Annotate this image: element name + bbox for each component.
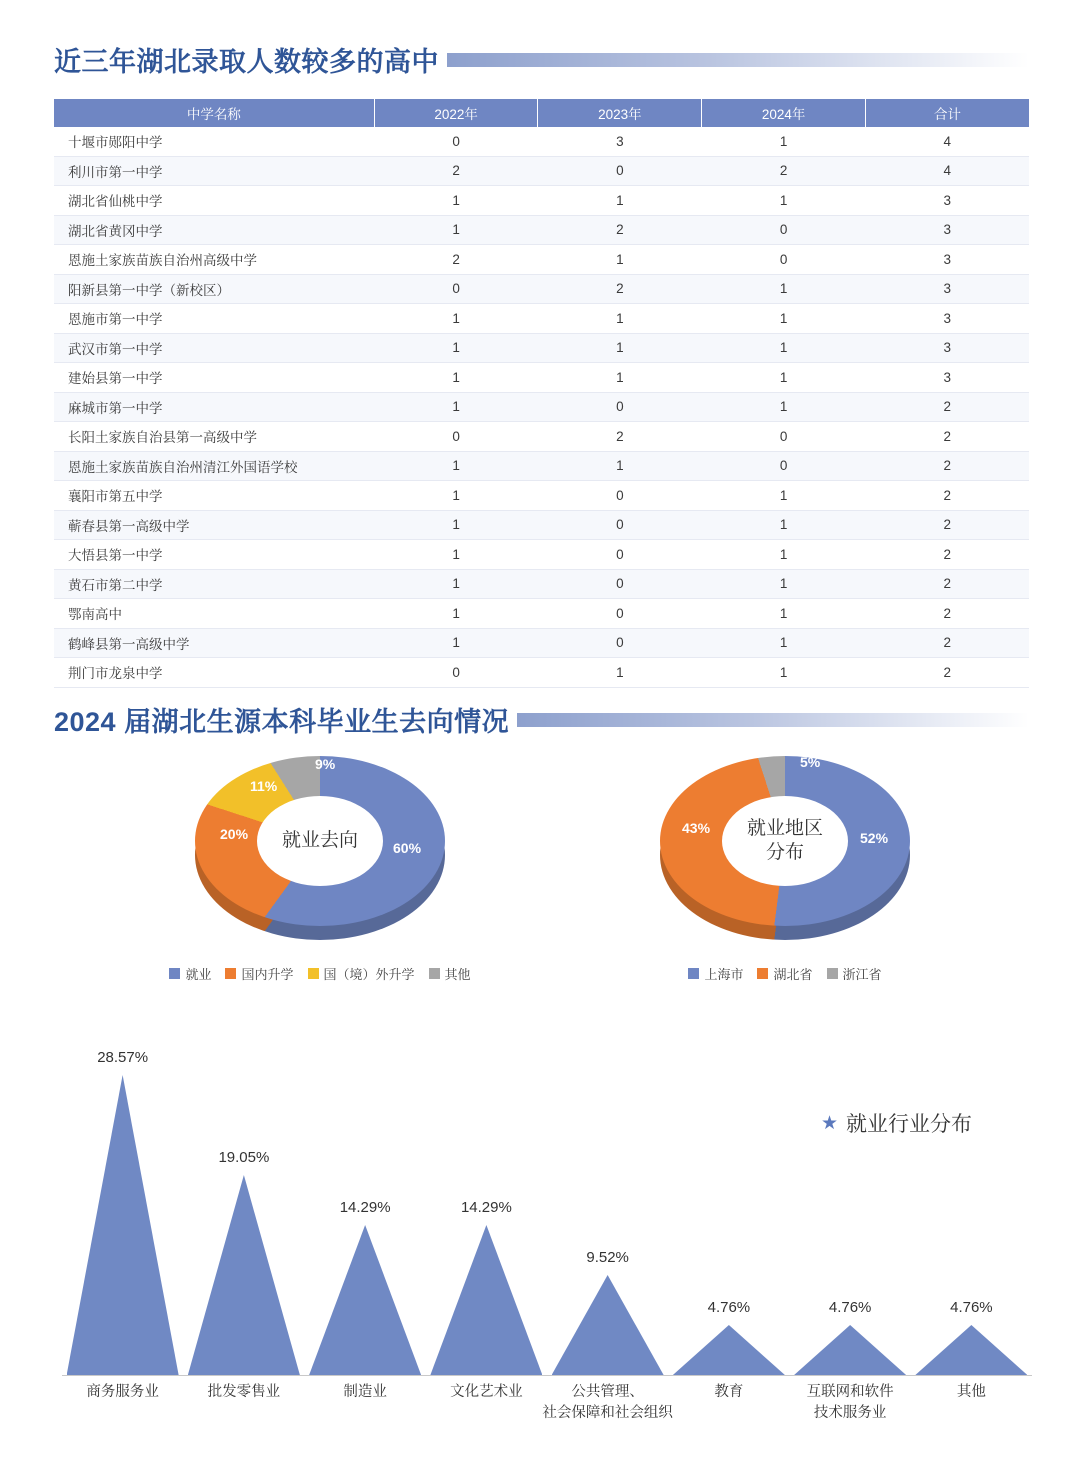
table-body [54,127,1029,687]
x-axis-label [901,1382,1042,1403]
bar-value-label: 9.52% [586,1249,629,1267]
cell-value: 1 [702,304,866,334]
col-header-2023: 2023年 [538,99,702,127]
legend-label: 浙江省 [842,967,882,982]
cell-value: 0 [538,156,702,186]
cell-value: 2 [538,422,702,452]
section-title-2: 2024 届湖北生源本科毕业生去向情况 [54,707,510,737]
x-axis-label [173,1382,314,1403]
cell-value: 1 [702,658,866,688]
cell-value: 1 [374,569,538,599]
high-school-table-wrap [54,99,1029,688]
cell-value: 1 [538,304,702,334]
cell-value: 1 [538,245,702,275]
cell-value: 3 [865,333,1029,363]
x-axis-label-line: 社会保障和社会组织 [542,1405,673,1422]
legend-swatch-icon [169,968,180,979]
cell-value: 0 [538,481,702,511]
bar-shape [552,1275,664,1375]
donut-graphic-2 [660,748,910,948]
cell-value: 0 [374,127,538,156]
cell-value: 1 [702,599,866,629]
cell-value: 1 [374,540,538,570]
cell-value: 1 [374,333,538,363]
legend-label: 湖北省 [773,967,813,982]
col-header-2022: 2022年 [374,99,538,127]
cell-value: 2 [865,540,1029,570]
bar-value-label: 14.29% [460,1198,512,1216]
cell-value: 2 [865,451,1029,481]
cell-value: 2 [865,422,1029,452]
donut-center-label-2-line1: 就业地区 [746,818,823,840]
legend-swatch-icon [688,968,699,979]
cell-value: 2 [865,510,1029,540]
cell-school-name: 湖北省仙桃中学 [54,186,374,216]
x-axis-label [780,1382,921,1424]
cell-value: 2 [865,658,1029,688]
heading-rule-2 [517,713,1029,727]
donut-slice-pct-2-0: 52% [860,830,889,846]
star-icon: ★ [820,1112,838,1134]
section-title: 近三年湖北录取人数较多的高中 [54,47,439,77]
donut-legend-1 [155,964,485,983]
cell-school-name: 蕲春县第一高级中学 [54,510,374,540]
cell-value: 3 [538,127,702,156]
cell-value: 1 [702,569,866,599]
x-axis-label [416,1382,557,1403]
table-row [54,215,1029,245]
donut-slice-pct-1-3: 9% [315,756,336,772]
bar-value-label: 28.57% [97,1049,149,1067]
industry-bar-chart [40,1020,1050,1450]
cell-value: 1 [702,333,866,363]
bar-spike [915,1299,1027,1375]
cell-value: 1 [702,392,866,422]
table-row [54,304,1029,334]
legend-label: 就业 [185,967,212,982]
bar-chart-title-text: 就业行业分布 [846,1113,972,1136]
cell-value: 1 [538,363,702,393]
donut-center-label-2 [722,796,848,886]
cell-value: 2 [865,392,1029,422]
x-axis-label [537,1382,678,1424]
cell-value: 3 [865,215,1029,245]
col-header-total: 合计 [865,99,1029,127]
bar-shape [309,1225,421,1375]
cell-value: 1 [702,481,866,511]
cell-school-name: 建始县第一中学 [54,363,374,393]
cell-value: 0 [374,274,538,304]
table-row [54,127,1029,156]
donut-charts-area [0,748,1080,1008]
cell-value: 2 [374,156,538,186]
cell-value: 0 [538,599,702,629]
table-header-row [54,99,1029,127]
cell-value: 0 [374,422,538,452]
table-row [54,510,1029,540]
section-heading-high-schools [54,40,1029,79]
donut-chart-employment-region [620,748,950,983]
cell-value: 1 [374,628,538,658]
cell-value: 4 [865,127,1029,156]
legend-item-2-0 [688,964,743,983]
bar-value-label: 4.76% [707,1299,751,1317]
legend-item-1-0 [169,964,211,983]
cell-value: 1 [374,510,538,540]
high-school-table [54,99,1029,688]
cell-school-name: 襄阳市第五中学 [54,481,374,511]
cell-value: 1 [538,658,702,688]
x-axis-label-line: 互联网和软件 [806,1384,894,1400]
col-header-school: 中学名称 [54,99,374,127]
cell-value: 2 [374,245,538,275]
donut-graphic-1 [195,748,445,948]
cell-school-name: 湖北省黄冈中学 [54,215,374,245]
x-axis-label [52,1382,193,1403]
x-axis-label-line: 批发零售业 [207,1384,281,1400]
cell-school-name: 麻城市第一中学 [54,392,374,422]
cell-value: 0 [702,215,866,245]
x-axis-label-line: 公共管理、 [571,1384,644,1400]
bar-spike [188,1148,300,1375]
heading-rule [447,53,1029,67]
bar-spike [794,1299,906,1375]
legend-label: 国（境）外升学 [323,967,415,982]
cell-value: 3 [865,245,1029,275]
x-axis-label-line: 其他 [956,1384,986,1400]
cell-school-name: 阳新县第一中学（新校区） [54,274,374,304]
x-axis-label [295,1382,436,1403]
legend-label: 其他 [444,967,471,982]
bar-spike [673,1299,785,1375]
cell-value: 0 [702,245,866,275]
bar-x-axis-labels [62,1382,1032,1442]
cell-value: 1 [538,451,702,481]
cell-school-name: 长阳土家族自治县第一高级中学 [54,422,374,452]
bar-shape [188,1175,300,1375]
donut-legend-2 [620,964,950,983]
table-row [54,156,1029,186]
cell-value: 1 [374,451,538,481]
bar-value-label: 19.05% [218,1148,270,1166]
bar-spike [552,1249,664,1375]
cell-value: 1 [702,628,866,658]
x-axis-label-line: 文化艺术业 [450,1384,523,1400]
cell-value: 1 [702,540,866,570]
table-row [54,333,1029,363]
donut-slice-pct-1-2: 11% [250,778,278,794]
cell-value: 2 [865,481,1029,511]
cell-value: 3 [865,186,1029,216]
cell-value: 0 [538,569,702,599]
legend-label: 国内升学 [241,967,294,982]
donut-slice-pct-1-0: 60% [393,840,422,856]
cell-value: 2 [865,599,1029,629]
cell-value: 0 [702,451,866,481]
bar-shape [673,1325,785,1375]
cell-school-name: 黄石市第二中学 [54,569,374,599]
legend-item-1-3 [429,964,471,983]
cell-value: 1 [702,186,866,216]
legend-item-2-1 [757,964,812,983]
cell-value: 1 [538,186,702,216]
donut-slice-pct-2-1: 43% [682,820,711,836]
donut-center-label-1: 就业去向 [257,796,383,886]
cell-value: 1 [374,599,538,629]
cell-value: 3 [865,274,1029,304]
table-row [54,422,1029,452]
cell-school-name: 恩施市第一中学 [54,304,374,334]
cell-value: 1 [538,333,702,363]
cell-value: 2 [538,215,702,245]
cell-school-name: 武汉市第一中学 [54,333,374,363]
cell-school-name: 鹤峰县第一高级中学 [54,628,374,658]
cell-value: 0 [374,658,538,688]
cell-value: 0 [538,510,702,540]
x-axis-label-line: 教育 [714,1384,744,1400]
bar-shape [67,1075,179,1375]
cell-value: 1 [374,215,538,245]
cell-value: 3 [865,304,1029,334]
bar-value-label: 4.76% [828,1299,872,1317]
cell-value: 1 [702,127,866,156]
legend-item-2-2 [827,964,882,983]
bar-value-label: 14.29% [339,1198,391,1216]
donut-slice-pct-1-1: 20% [220,826,249,842]
cell-school-name: 大悟县第一中学 [54,540,374,570]
section-heading-graduate-destination [54,700,1029,739]
cell-value: 1 [702,363,866,393]
cell-value: 2 [865,628,1029,658]
bar-spike [67,1049,179,1375]
table-row [54,658,1029,688]
table-row [54,599,1029,629]
cell-school-name: 鄂南高中 [54,599,374,629]
cell-value: 4 [865,156,1029,186]
cell-value: 1 [374,186,538,216]
table-row [54,186,1029,216]
legend-label: 上海市 [704,967,744,982]
bar-value-label: 4.76% [950,1299,993,1317]
donut-chart-employment-destination [155,748,485,983]
table-row [54,245,1029,275]
cell-value: 1 [702,274,866,304]
cell-value: 2 [865,569,1029,599]
cell-value: 1 [374,392,538,422]
table-row [54,363,1029,393]
cell-value: 2 [538,274,702,304]
legend-swatch-icon [429,968,440,979]
cell-value: 3 [865,363,1029,393]
cell-value: 1 [374,481,538,511]
cell-value: 0 [538,628,702,658]
legend-swatch-icon [827,968,838,979]
cell-school-name: 荆门市龙泉中学 [54,658,374,688]
table-row [54,540,1029,570]
cell-value: 0 [702,422,866,452]
table-row [54,569,1029,599]
legend-swatch-icon [225,968,236,979]
cell-school-name: 恩施土家族苗族自治州清江外国语学校 [54,451,374,481]
x-axis-label [658,1382,799,1403]
table-row [54,481,1029,511]
table-row [54,274,1029,304]
legend-item-1-2 [308,964,415,983]
legend-swatch-icon [308,968,319,979]
table-row [54,628,1029,658]
bar-plot-area [62,1030,1032,1376]
legend-swatch-icon [757,968,768,979]
table-row [54,451,1029,481]
bar-shape [915,1325,1027,1375]
donut-slice-pct-2-2: 5% [800,754,821,770]
cell-value: 2 [702,156,866,186]
legend-item-1-1 [225,964,293,983]
cell-school-name: 利川市第一中学 [54,156,374,186]
table-row [54,392,1029,422]
cell-school-name: 恩施土家族苗族自治州高级中学 [54,245,374,275]
cell-value: 1 [702,510,866,540]
x-axis-label-line: 商务服务业 [86,1384,159,1400]
col-header-2024: 2024年 [702,99,866,127]
cell-value: 0 [538,392,702,422]
cell-value: 1 [374,363,538,393]
cell-school-name: 十堰市郧阳中学 [54,127,374,156]
cell-value: 1 [374,304,538,334]
bar-shape [794,1325,906,1375]
cell-value: 0 [538,540,702,570]
bar-spike [309,1198,421,1375]
bar-shape [430,1225,542,1375]
x-axis-label-line: 技术服务业 [813,1405,887,1422]
donut-center-label-2-line2: 分布 [765,842,804,863]
x-axis-label-line: 制造业 [343,1384,387,1400]
bar-spike [430,1198,542,1375]
